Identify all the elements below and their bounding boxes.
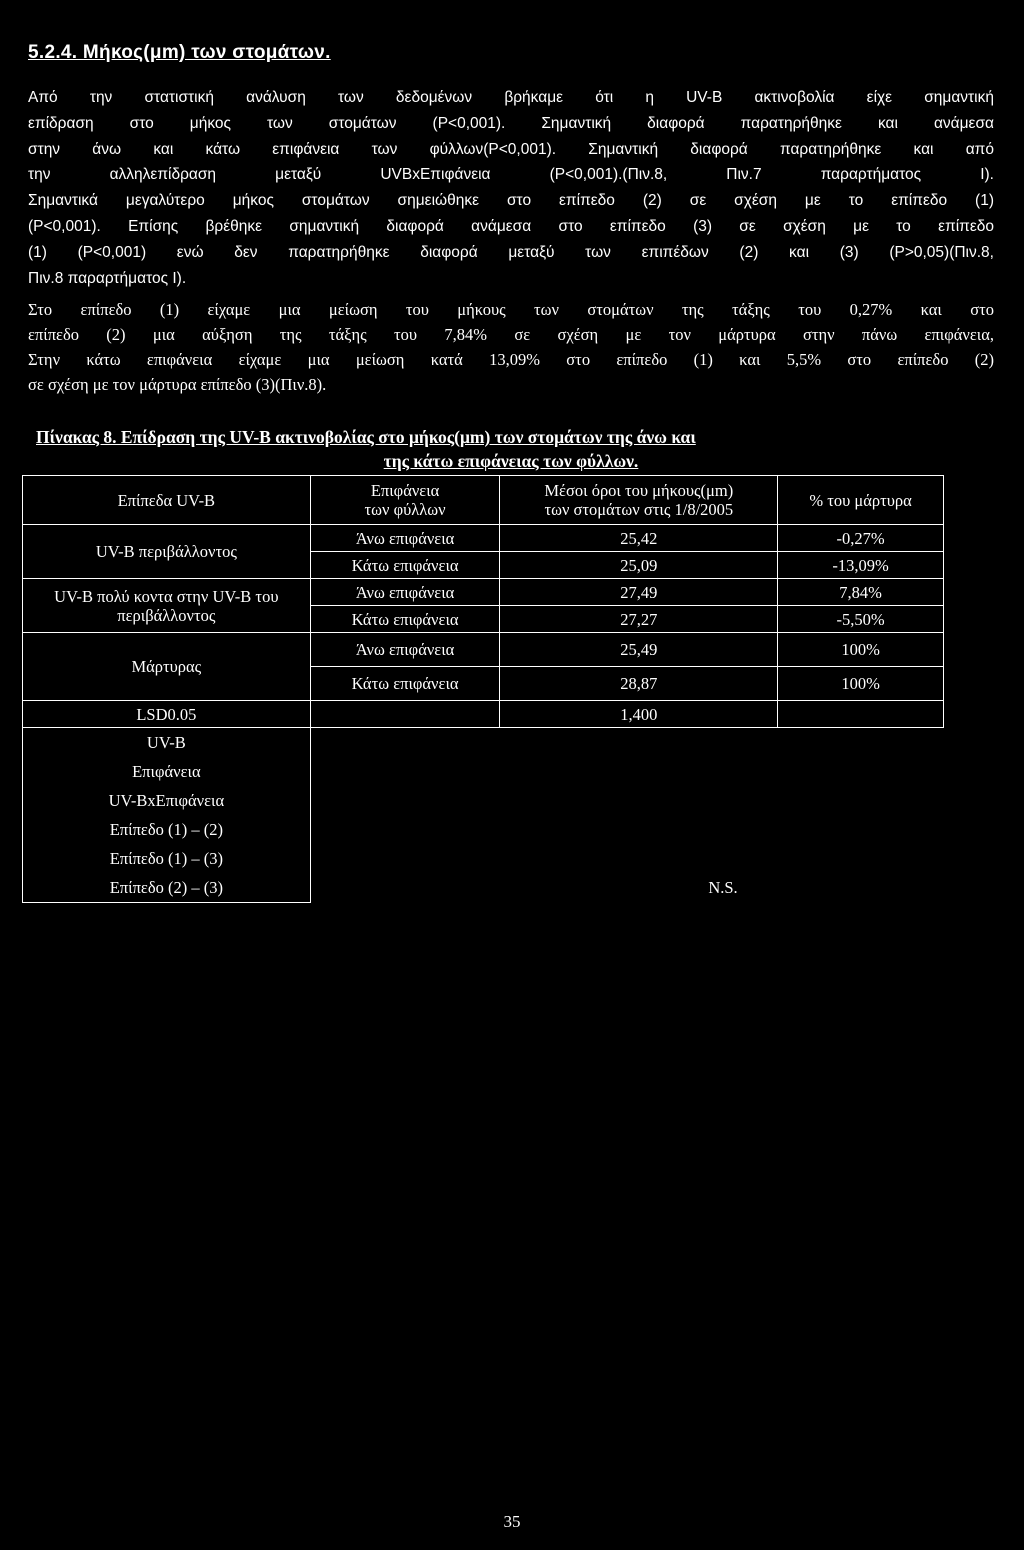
- paragraph-2: [28, 297, 994, 397]
- level-cell: UV-B πολύ κοντα στην UV-B του περιβάλλοντος: [23, 579, 311, 633]
- significance-spacer: [310, 728, 500, 758]
- significance-label: Επίπεδο (1) – (2): [23, 815, 311, 844]
- significance-row: [23, 757, 944, 786]
- lsd-value: 1,400: [500, 701, 778, 728]
- significance-row: [23, 728, 944, 758]
- mean-cell: 25,49: [500, 633, 778, 667]
- table-header-row: [23, 476, 944, 525]
- percent-cell: -13,09%: [778, 552, 944, 579]
- significance-spacer-2: [778, 728, 944, 758]
- table-row: [23, 633, 944, 667]
- significance-label: Επίπεδο (1) – (3): [23, 844, 311, 873]
- significance-value: [500, 728, 778, 758]
- paragraph-1: [28, 85, 994, 291]
- lsd-row: [23, 701, 944, 728]
- significance-spacer: [310, 873, 500, 903]
- mean-cell: 27,27: [500, 606, 778, 633]
- table-row: [23, 525, 944, 552]
- percent-cell: 100%: [778, 633, 944, 667]
- percent-cell: -5,50%: [778, 606, 944, 633]
- paragraph-line: (1) (P<0,001) ενώ δεν παρατηρήθηκε διαφορά μεταξύ των επιπέδων (2) και (3) (P>0,05)(Πιν.8,: [28, 243, 994, 261]
- significance-value: [500, 757, 778, 786]
- paragraph-line: επίπεδο (2) μια αύξηση της τάξης του 7,84% σε σχέση με τον μάρτυρα στην πάνω επιφάνεια,: [28, 325, 994, 344]
- paragraph-line: την αλληλεπίδραση μεταξύ UVBxΕπιφάνεια (P<0,001).(Πιν.8, Πιν.7 παραρτήματος Ι).: [28, 166, 994, 184]
- significance-value: [500, 815, 778, 844]
- significance-row: [23, 786, 944, 815]
- significance-label: UV-B: [23, 728, 311, 758]
- header-surface: [310, 476, 500, 525]
- lsd-label: LSD0.05: [23, 701, 311, 728]
- paragraph-line: Πιν.8 παραρτήματος Ι).: [28, 269, 187, 287]
- significance-value: N.S.: [708, 878, 738, 898]
- table-caption: [28, 425, 994, 473]
- table-caption-line-2: της κάτω επιφάνειας των φύλλων.: [383, 451, 639, 471]
- significance-spacer-2: [778, 873, 944, 903]
- percent-cell: -0,27%: [778, 525, 944, 552]
- paragraph-line: Από την στατιστική ανάλυση των δεδομένων βρήκαμε ότι η UV-B ακτινοβολία είχε σημαντική: [28, 89, 994, 106]
- page-number: 35: [503, 1512, 521, 1531]
- level-cell: Μάρτυρας: [23, 633, 311, 701]
- paragraph-line: σε σχέση με τον μάρτυρα επίπεδο (3)(Πιν.8).: [28, 375, 327, 394]
- paragraph-line: (P<0,001). Επίσης βρέθηκε σημαντική διαφορά ανάμεσα στο επίπεδο (3) σε σχέση με το επίπεδο: [28, 217, 994, 235]
- header-levels: Επίπεδα UV-B: [23, 476, 311, 525]
- mean-cell: 25,42: [500, 525, 778, 552]
- significance-spacer-2: [778, 815, 944, 844]
- significance-spacer: [310, 757, 500, 786]
- significance-spacer: [310, 844, 500, 873]
- table-row: [23, 579, 944, 606]
- significance-spacer-2: [778, 757, 944, 786]
- significance-value: [500, 844, 778, 873]
- mean-cell: 28,87: [500, 667, 778, 701]
- significance-row: [23, 815, 944, 844]
- surface-cell: Κάτω επιφάνεια: [310, 552, 500, 579]
- stomata-length-table: [22, 475, 944, 903]
- surface-cell: Άνω επιφάνεια: [310, 633, 500, 667]
- mean-cell: 25,09: [500, 552, 778, 579]
- significance-row: [23, 873, 944, 903]
- percent-cell: 7,84%: [778, 579, 944, 606]
- header-surface-line-2: των φύλλων: [364, 500, 446, 519]
- significance-label: UV-BxΕπιφάνεια: [23, 786, 311, 815]
- significance-spacer: [310, 815, 500, 844]
- header-surface-line-1: Επιφάνεια: [370, 481, 440, 500]
- percent-cell: 100%: [778, 667, 944, 701]
- significance-spacer-2: [778, 844, 944, 873]
- paragraph-line: Σημαντικά μεγαλύτερο μήκος στομάτων σημειώθηκε στο επίπεδο (2) σε σχέση με το επίπεδο (1): [28, 192, 994, 210]
- significance-value: [500, 786, 778, 815]
- header-mean-line-1: Μέσοι όροι του μήκους(μm): [544, 481, 734, 500]
- section-heading: 5.2.4. Μήκος(μm) των στομάτων.: [28, 42, 331, 63]
- significance-spacer-2: [778, 786, 944, 815]
- mean-cell: 27,49: [500, 579, 778, 606]
- surface-cell: Άνω επιφάνεια: [310, 525, 500, 552]
- surface-cell: Κάτω επιφάνεια: [310, 606, 500, 633]
- table-caption-line-1: Πίνακας 8. Επίδραση της UV-B ακτινοβολίας στο μήκος(μm) των στομάτων της άνω και: [36, 427, 696, 447]
- significance-label: Επίπεδο (2) – (3): [23, 873, 311, 903]
- lsd-empty-2: [778, 701, 944, 728]
- lsd-empty: [310, 701, 500, 728]
- paragraph-line: επίδραση στο μήκος των στομάτων (P<0,001). Σημαντική διαφορά παρατηρήθηκε και ανάμεσα: [28, 114, 994, 132]
- significance-row: [23, 844, 944, 873]
- header-mean: [500, 476, 778, 525]
- surface-cell: Κάτω επιφάνεια: [310, 667, 500, 701]
- level-cell: UV-B περιβάλλοντος: [23, 525, 311, 579]
- header-percent: % του μάρτυρα: [778, 476, 944, 525]
- header-mean-line-2: των στομάτων στις 1/8/2005: [544, 500, 734, 519]
- paragraph-line: Στην κάτω επιφάνεια είχαμε μια μείωση κατά 13,09% στο επίπεδο (1) και 5,5% στο επίπεδο (2): [28, 350, 994, 369]
- significance-spacer: [310, 786, 500, 815]
- surface-cell: Άνω επιφάνεια: [310, 579, 500, 606]
- significance-label: Επιφάνεια: [23, 757, 311, 786]
- paragraph-line: στην άνω και κάτω επιφάνεια των φύλλων(P<0,001). Σημαντική διαφορά παρατηρήθηκε και από: [28, 140, 994, 158]
- paragraph-line: Στο επίπεδο (1) είχαμε μια μείωση του μήκους των στομάτων της τάξης του 0,27% και στο: [28, 300, 994, 319]
